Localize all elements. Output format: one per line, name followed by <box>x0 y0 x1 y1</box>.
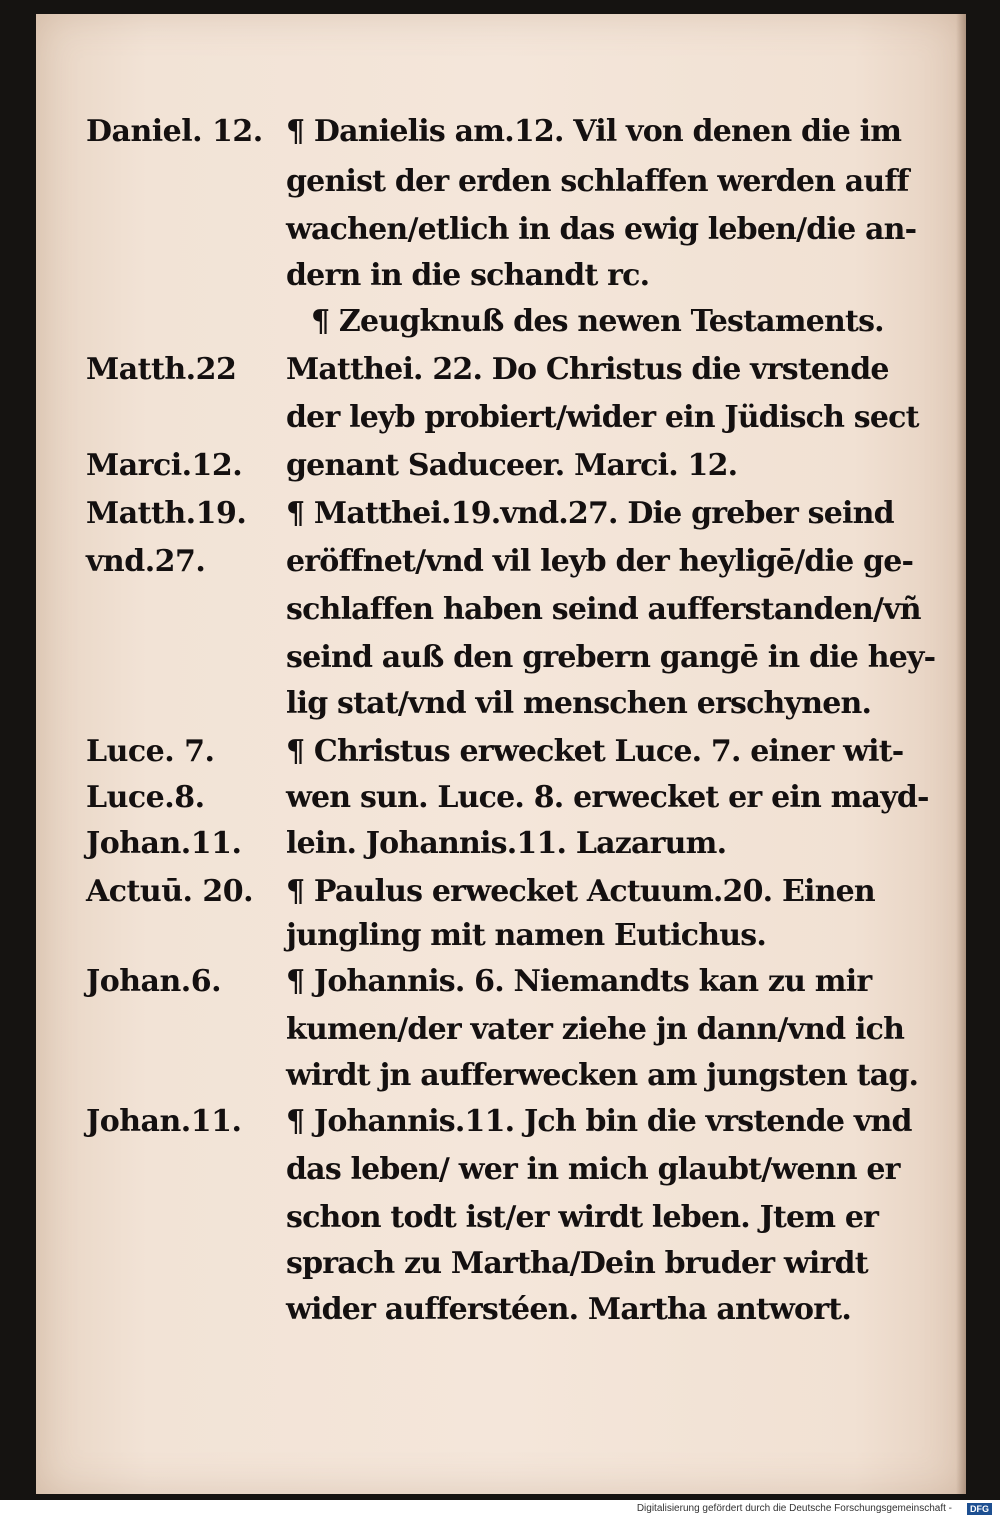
body-text-line: lein. Johannis.11. Lazarum. <box>286 826 727 861</box>
body-text-line: wen sun. Luce. 8. erwecket er ein mayd- <box>286 780 929 815</box>
text-row <box>36 258 966 306</box>
text-row <box>36 592 966 640</box>
section-heading: ¶ Zeugknuß des newen Testaments. <box>311 304 884 339</box>
text-row <box>36 780 966 828</box>
text-row <box>36 640 966 688</box>
body-text-line: Matthei. 22. Do Christus die vrstende <box>286 352 889 387</box>
body-text-line: der leyb probiert/wider ein Jüdisch sect <box>286 400 919 435</box>
margin-reference: Luce. 7. <box>86 734 215 769</box>
dfg-logo: DFG <box>967 1503 992 1515</box>
text-row <box>36 686 966 734</box>
text-row <box>36 400 966 448</box>
body-text-line: ¶ Danielis am.12. Vil von denen die im <box>286 114 902 149</box>
text-row <box>36 448 966 496</box>
text-row <box>36 164 966 212</box>
text-row <box>36 352 966 400</box>
body-text-line: schon todt ist/er wirdt leben. Jtem er <box>286 1200 879 1235</box>
margin-reference: Marci.12. <box>86 448 243 483</box>
body-text-line: lig stat/vnd vil menschen erschynen. <box>286 686 872 721</box>
text-row <box>36 1292 966 1340</box>
text-row <box>36 964 966 1012</box>
body-text-line: wirdt jn aufferwecken am jungsten tag. <box>286 1058 919 1093</box>
text-row <box>36 496 966 544</box>
margin-reference: Daniel. 12. <box>86 114 263 149</box>
body-text-line: ¶ Paulus erwecket Actuum.20. Einen <box>286 874 875 909</box>
body-text-line: jungling mit namen Eutichus. <box>286 918 767 953</box>
margin-reference: Matth.22 <box>86 352 237 387</box>
text-row <box>36 212 966 260</box>
body-text-line: schlaffen haben seind aufferstanden/vñ <box>286 592 921 627</box>
margin-reference: Actuū. 20. <box>86 874 254 909</box>
text-row <box>36 1058 966 1106</box>
text-row <box>36 1152 966 1200</box>
body-text-line: kumen/der vater ziehe jn dann/vnd ich <box>286 1012 905 1047</box>
body-text-line: eröffnet/vnd vil leyb der heyligē/die ge- <box>286 544 914 579</box>
body-text-line: genant Saduceer. Marci. 12. <box>286 448 738 483</box>
margin-reference: vnd.27. <box>86 544 206 579</box>
body-text-line: dern in die schandt rc. <box>286 258 650 293</box>
text-row <box>36 734 966 782</box>
text-row <box>36 1104 966 1152</box>
margin-reference: Luce.8. <box>86 780 205 815</box>
text-row <box>36 874 966 922</box>
text-row <box>36 304 966 352</box>
body-text-line: genist der erden schlaffen werden auff <box>286 164 909 199</box>
body-text-line: wider aufferstéen. Martha antwort. <box>286 1292 851 1327</box>
footer-bar <box>0 1500 1000 1518</box>
margin-reference: Matth.19. <box>86 496 247 531</box>
margin-reference: Johan.11. <box>86 826 242 861</box>
text-row <box>36 826 966 874</box>
body-text-line: ¶ Johannis.11. Jch bin die vrstende vnd <box>286 1104 912 1139</box>
text-row <box>36 1012 966 1060</box>
body-text-line: seind auß den grebern gangē in die hey- <box>286 640 936 675</box>
margin-reference: Johan.6. <box>86 964 222 999</box>
body-text-line: wachen/etlich in das ewig leben/die an- <box>286 212 917 247</box>
funding-credit: Digitalisierung gefördert durch die Deutsche Forschungsgemeinschaft - <box>636 1503 952 1514</box>
text-row <box>36 114 966 162</box>
book-page <box>36 14 966 1494</box>
margin-reference: Johan.11. <box>86 1104 242 1139</box>
body-text-line: ¶ Christus erwecket Luce. 7. einer wit- <box>286 734 904 769</box>
text-row <box>36 1200 966 1248</box>
body-text-line: das leben/ wer in mich glaubt/wenn er <box>286 1152 900 1187</box>
text-row <box>36 544 966 592</box>
text-row <box>36 1246 966 1294</box>
text-row <box>36 918 966 966</box>
body-text-line: ¶ Matthei.19.vnd.27. Die greber seind <box>286 496 894 531</box>
body-text-line: ¶ Johannis. 6. Niemandts kan zu mir <box>286 964 872 999</box>
body-text-line: sprach zu Martha/Dein bruder wirdt <box>286 1246 868 1281</box>
